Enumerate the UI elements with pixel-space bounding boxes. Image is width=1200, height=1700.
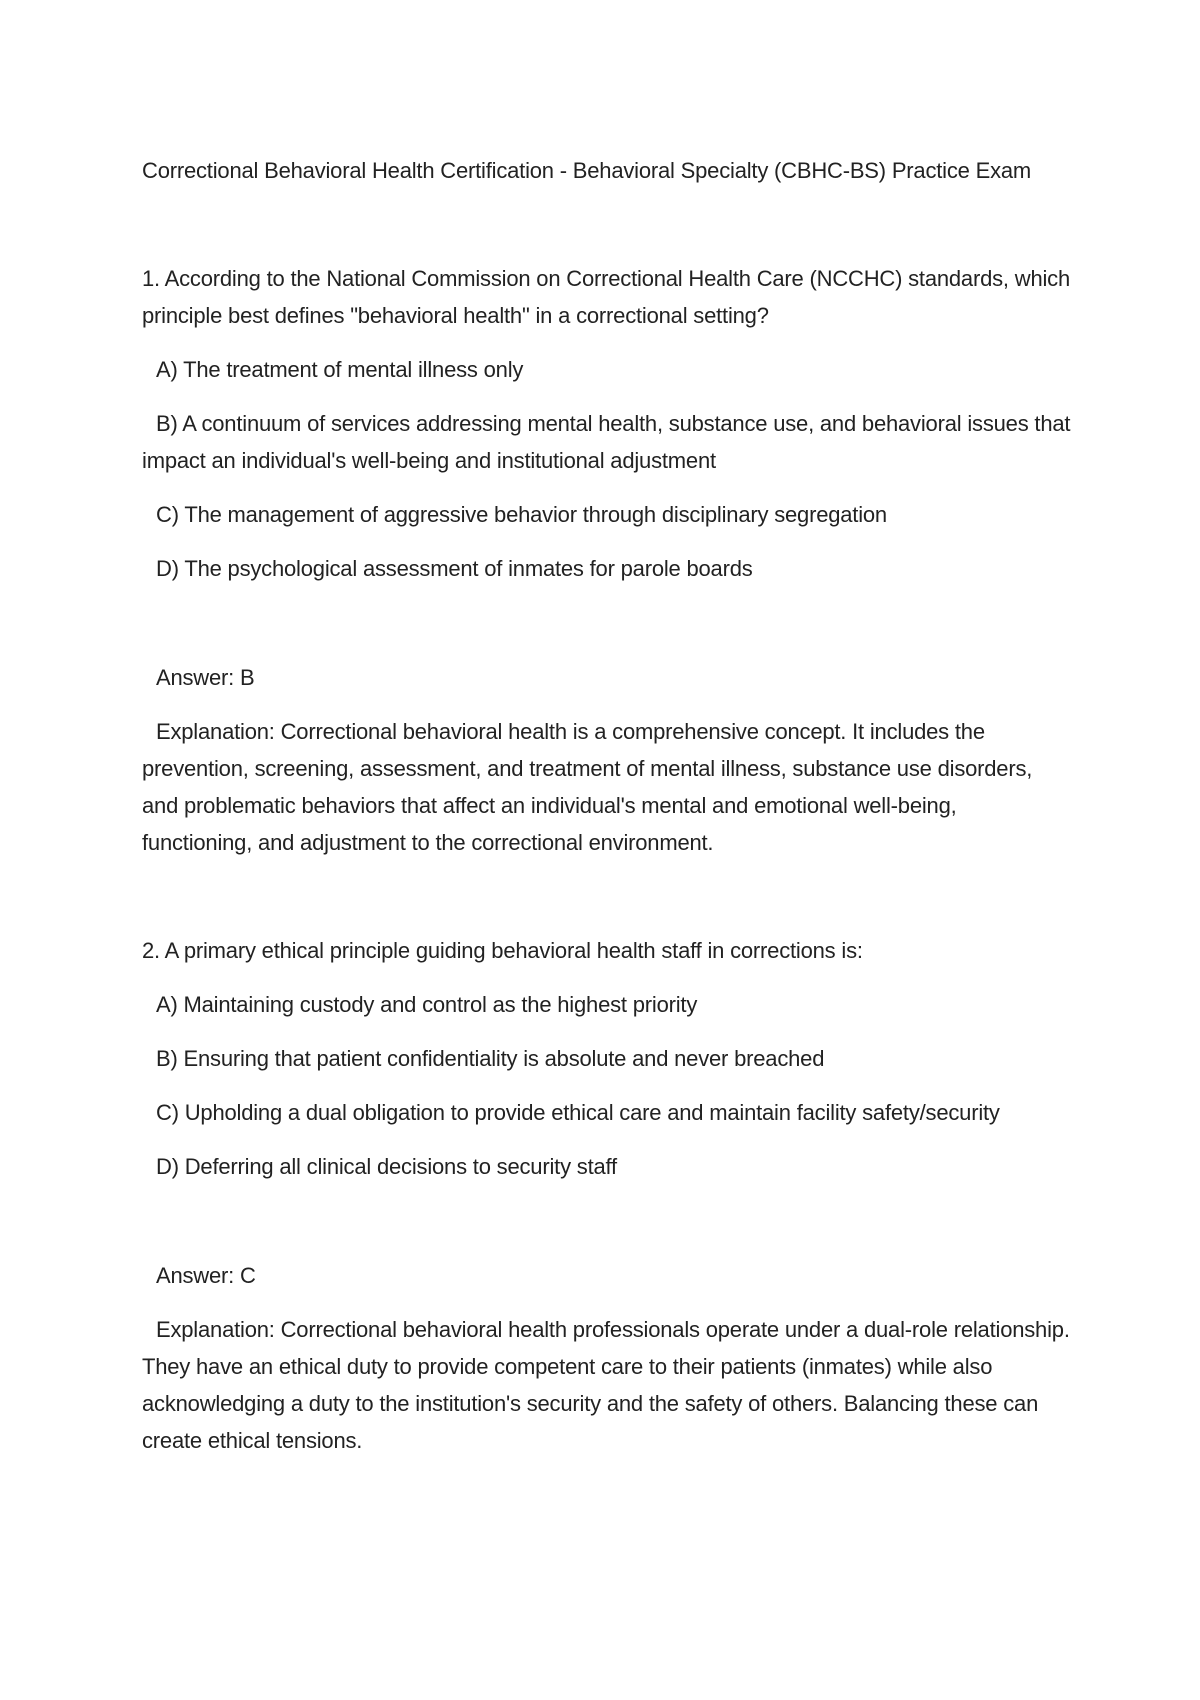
option-b: B) A continuum of services addressing mental health, substance use, and behavioral issues that impact an individual's well-being and institutional adjustment (142, 411, 1071, 473)
explanation-text: Explanation: Correctional behavioral health is a comprehensive concept. It includes the prevention, screening, assessment, and treatment of mental illness, substance use disorders, and problematic behaviors that affect an individual's mental and emotional well-being, functioning, and adjustment to the correctional environment. (142, 719, 1033, 855)
document-title: Correctional Behavioral Health Certification - Behavioral Specialty (CBHC-BS) Practice Exam (142, 158, 1032, 183)
option-c: C) The management of aggressive behavior through disciplinary segregation (156, 502, 887, 527)
answer-text: Answer: C (156, 1263, 256, 1288)
answer-text: Answer: B (156, 665, 255, 690)
question-block-2 (142, 932, 1072, 1459)
option-a: A) Maintaining custody and control as the highest priority (156, 992, 698, 1017)
document-page (142, 152, 1072, 1530)
option-d: D) The psychological assessment of inmates for parole boards (156, 556, 753, 581)
option-d: D) Deferring all clinical decisions to security staff (156, 1154, 617, 1179)
question-text: 2. A primary ethical principle guiding behavioral health staff in corrections is: (142, 938, 863, 963)
option-a: A) The treatment of mental illness only (156, 357, 524, 382)
option-c: C) Upholding a dual obligation to provide ethical care and maintain facility safety/security (156, 1100, 1000, 1125)
question-text: 1. According to the National Commission on Correctional Health Care (NCCHC) standards, which principle best defines "behavioral health" in a correctional setting? (142, 266, 1070, 328)
explanation-text: Explanation: Correctional behavioral health professionals operate under a dual-role relationship. They have an ethical duty to provide competent care to their patients (inmates) while also acknowledging a duty to the institution's security and the safety of others. Balancing these can create ethical tensions. (142, 1317, 1070, 1453)
question-block-1 (142, 260, 1072, 861)
option-b: B) Ensuring that patient confidentiality is absolute and never breached (156, 1046, 825, 1071)
